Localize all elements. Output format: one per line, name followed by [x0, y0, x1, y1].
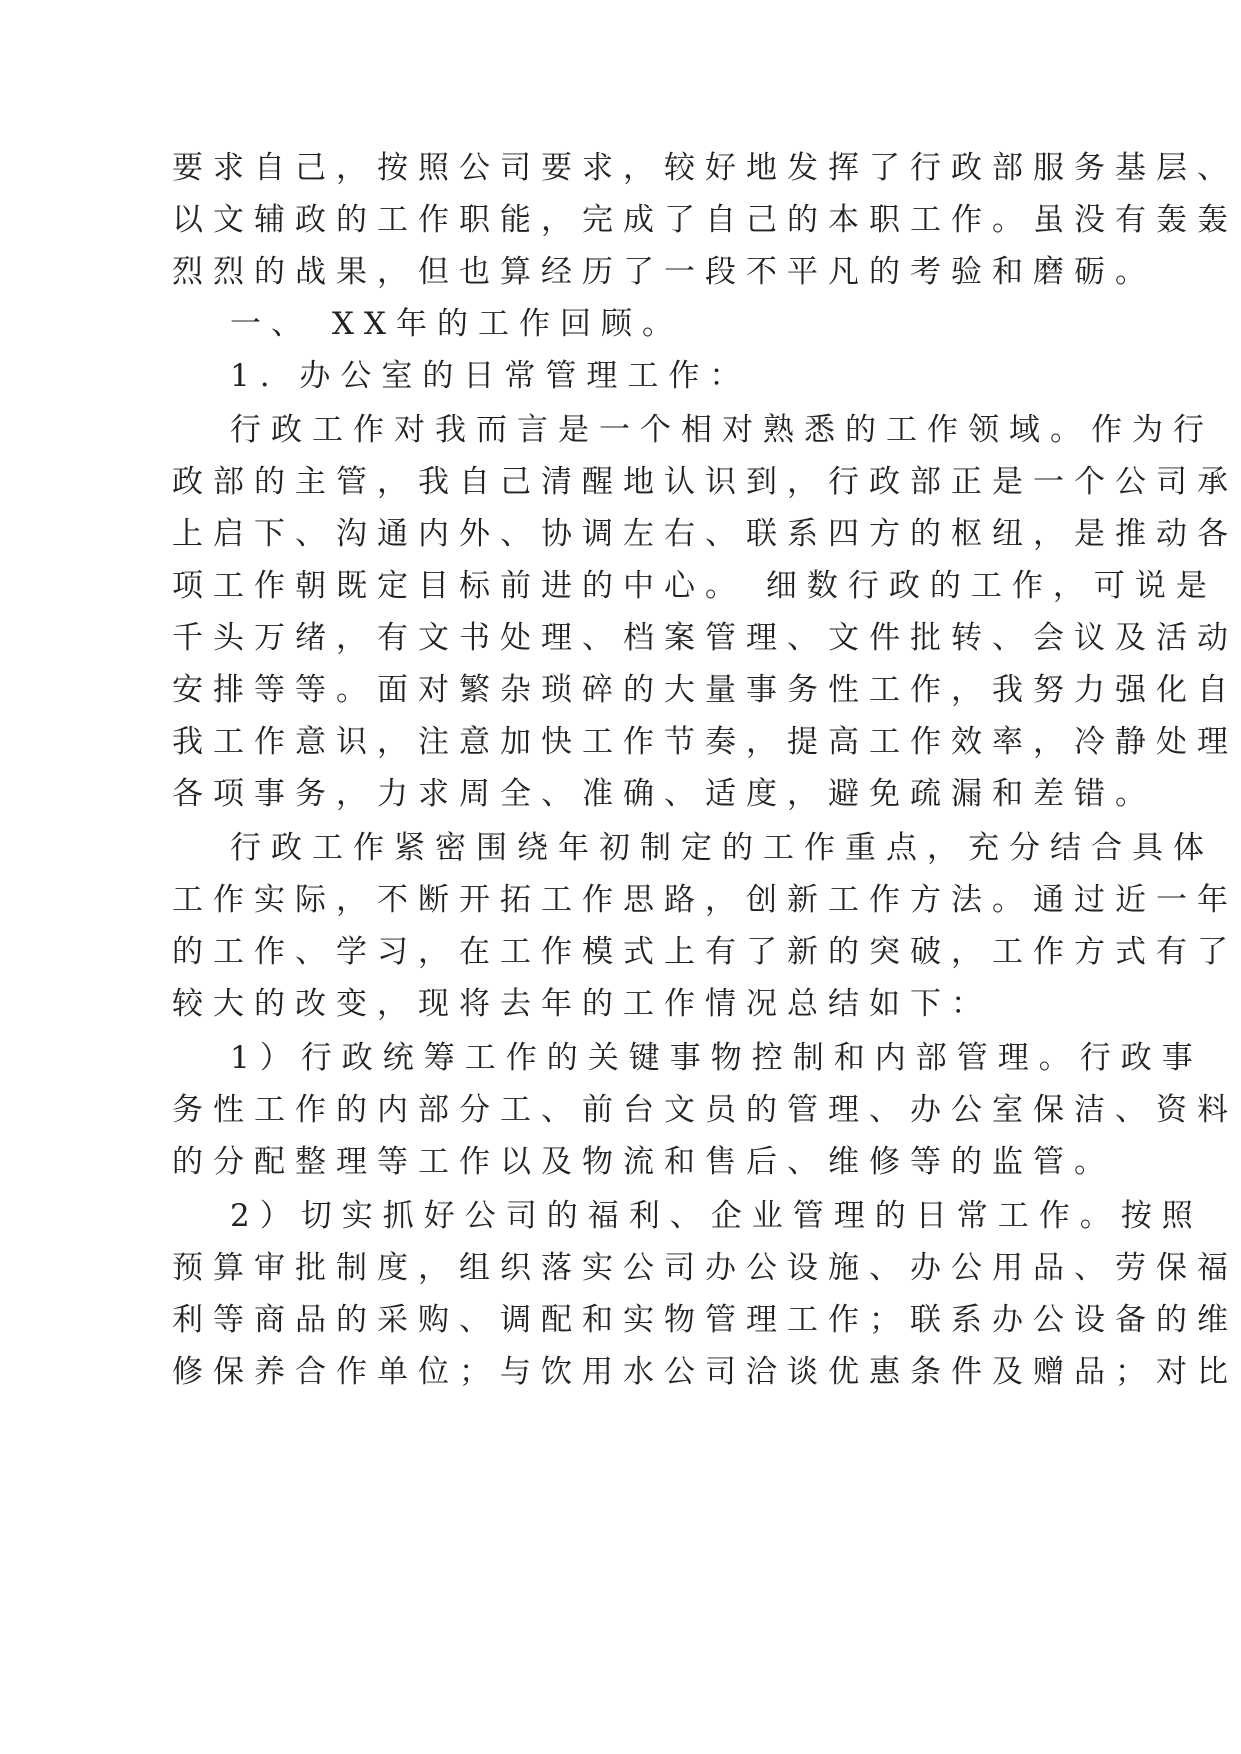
text-line: 较大的改变，现将去年的工作情况总结如下：: [172, 986, 992, 1022]
text-line: 我工作意识，注意加快工作节奏，提高工作效率，冷静处理: [172, 724, 1238, 760]
text-line: 行政工作对我而言是一个相对熟悉的工作领域。作为行: [230, 412, 1214, 448]
text-line: 2）切实抓好公司的福利、企业管理的日常工作。按照: [230, 1198, 1203, 1234]
text-line: 利等商品的采购、调配和实物管理工作；联系办公设备的维: [172, 1302, 1238, 1338]
text-line: 行政工作紧密围绕年初制定的工作重点，充分结合具体: [230, 830, 1214, 866]
text-line: 上启下、沟通内外、协调左右、联系四方的枢纽，是推动各: [172, 516, 1238, 552]
text-line: 修保养合作单位；与饮用水公司洽谈优惠条件及赠品；对比: [172, 1354, 1238, 1390]
text-line: 的工作、学习，在工作模式上有了新的突破，工作方式有了: [172, 934, 1238, 970]
text-line: 安排等等。面对繁杂琐碎的大量事务性工作，我努力强化自: [172, 672, 1238, 708]
text-line: 预算审批制度，组织落实公司办公设施、办公用品、劳保福: [172, 1250, 1238, 1286]
text-line: 千头万绪，有文书处理、档案管理、文件批转、会议及活动: [172, 620, 1238, 656]
text-line: 项工作朝既定目标前进的中心。 细数行政的工作，可说是: [172, 568, 1217, 604]
text-line: 政部的主管，我自己清醒地认识到，行政部正是一个公司承: [172, 464, 1238, 500]
text-line: 工作实际，不断开拓工作思路，创新工作方法。通过近一年: [172, 882, 1238, 918]
text-line: 要求自己，按照公司要求，较好地发挥了行政部服务基层、: [172, 150, 1238, 186]
subsection-heading: 1. 办公室的日常管理工作：: [230, 358, 751, 394]
text-line: 务性工作的内部分工、前台文员的管理、办公室保洁、资料: [172, 1092, 1238, 1128]
text-line: 烈烈的战果，但也算经历了一段不平凡的考验和磨砺。: [172, 254, 1156, 290]
text-line: 的分配整理等工作以及物流和售后、维修等的监管。: [172, 1144, 1115, 1180]
text-line: 各项事务，力求周全、准确、适度，避免疏漏和差错。: [172, 776, 1156, 812]
section-heading: 一、 XX年的工作回顾。: [230, 306, 683, 342]
text-line: 以文辅政的工作职能，完成了自己的本职工作。虽没有轰轰: [172, 202, 1238, 238]
text-line: 1）行政统筹工作的关键事物控制和内部管理。行政事: [230, 1040, 1203, 1076]
